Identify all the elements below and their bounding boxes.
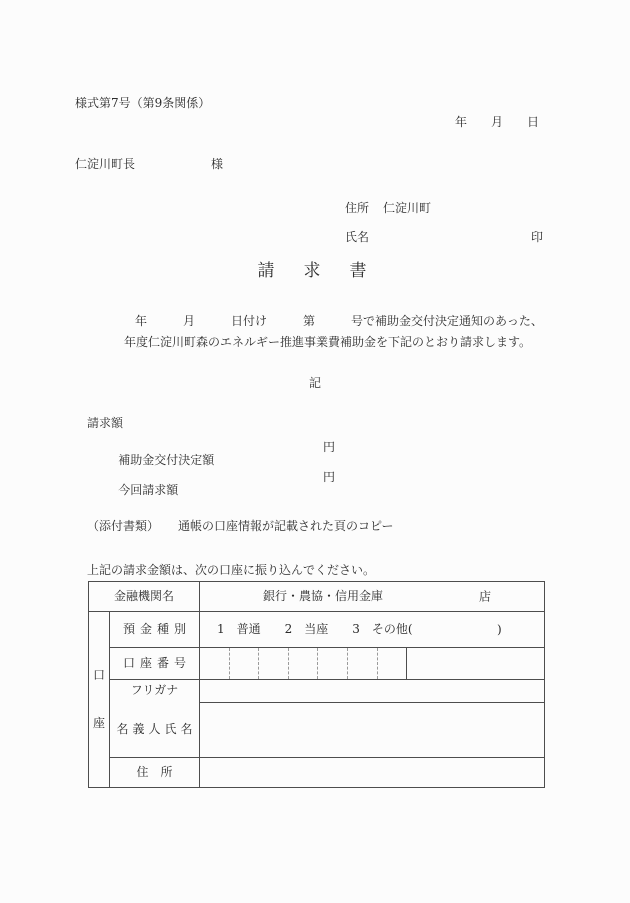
form-number: 様式第7号（第9条関係）: [75, 96, 211, 110]
addressee-name: 仁淀川町長: [75, 157, 136, 171]
applicant-address-line: [345, 202, 431, 215]
account-digit-cell: [378, 648, 408, 679]
account-digit-cell: [200, 648, 230, 679]
account-vertical-label: [89, 612, 110, 787]
deposit-type-value-cell: [200, 612, 544, 648]
intro-line-1: 年 月 日付け 第 号で補助金交付決定通知のあった、: [135, 314, 543, 328]
transfer-note: 上記の請求金額は、次の口座に振り込んでください。: [87, 563, 376, 577]
addressee-line: [75, 158, 223, 171]
claim-row-label: 今回請求額: [118, 483, 179, 498]
claim-row-current-amount: [103, 471, 343, 524]
address-label: 住所: [345, 201, 370, 215]
furigana-label: フリガナ: [130, 683, 179, 698]
intro-line-2: 年度仁淀川町森のエネルギー推進事業費補助金を下記のとおり請求します。: [124, 335, 532, 349]
address-value: 仁淀川町: [383, 201, 432, 215]
account-vertical-char: 口: [92, 668, 105, 683]
account-digit-cell: [348, 648, 378, 679]
attachment-value: 通帳の口座情報が記載された頁のコピー: [178, 519, 394, 533]
seal-mark: 印: [530, 230, 543, 244]
account-digit-cell: [259, 648, 289, 679]
addressee-honorific: 様: [211, 157, 224, 171]
institution-types: 銀行・農協・信用金庫: [263, 588, 384, 603]
institution-label-cell: 金融機関名: [89, 582, 200, 612]
account-digit-cell: [318, 648, 348, 679]
claim-row-unit: 円: [323, 440, 336, 454]
attachment-line: [87, 520, 394, 533]
record-marker: 記: [308, 376, 321, 390]
applicant-name-line: [345, 231, 543, 244]
bank-account-table: [88, 581, 545, 788]
account-address-value-cell: [200, 758, 544, 787]
name-label: 氏名: [345, 230, 370, 244]
account-number-cells: [200, 648, 544, 680]
account-address-label-cell: 住 所: [110, 758, 200, 787]
claim-row-label: 補助金交付決定額: [118, 453, 215, 468]
holder-label-cell: [110, 680, 200, 758]
institution-value-cell: [200, 582, 544, 612]
furigana-value-cell: [200, 680, 544, 703]
claim-amount-heading: 請求額: [87, 416, 124, 430]
account-vertical-char: 座: [92, 715, 105, 730]
deposit-type-label-cell: 預金種別: [110, 612, 200, 648]
holder-name-value-cell: [200, 703, 544, 758]
account-number-label-cell: 口座番号: [110, 648, 200, 680]
claim-row-unit: 円: [323, 470, 336, 484]
account-digit-cell: [230, 648, 260, 679]
document-title: 請 求 書: [257, 261, 373, 281]
account-digit-cell: [289, 648, 319, 679]
date-line: 年 月 日: [455, 115, 540, 129]
branch-label: 店: [478, 588, 491, 603]
deposit-type-options: 1 普通 2 当座 3 その他(: [217, 621, 413, 636]
holder-name-label: 名義人氏名: [116, 721, 197, 736]
deposit-type-close-paren: ): [497, 621, 502, 636]
attachment-label: （添付書類）: [87, 519, 160, 533]
